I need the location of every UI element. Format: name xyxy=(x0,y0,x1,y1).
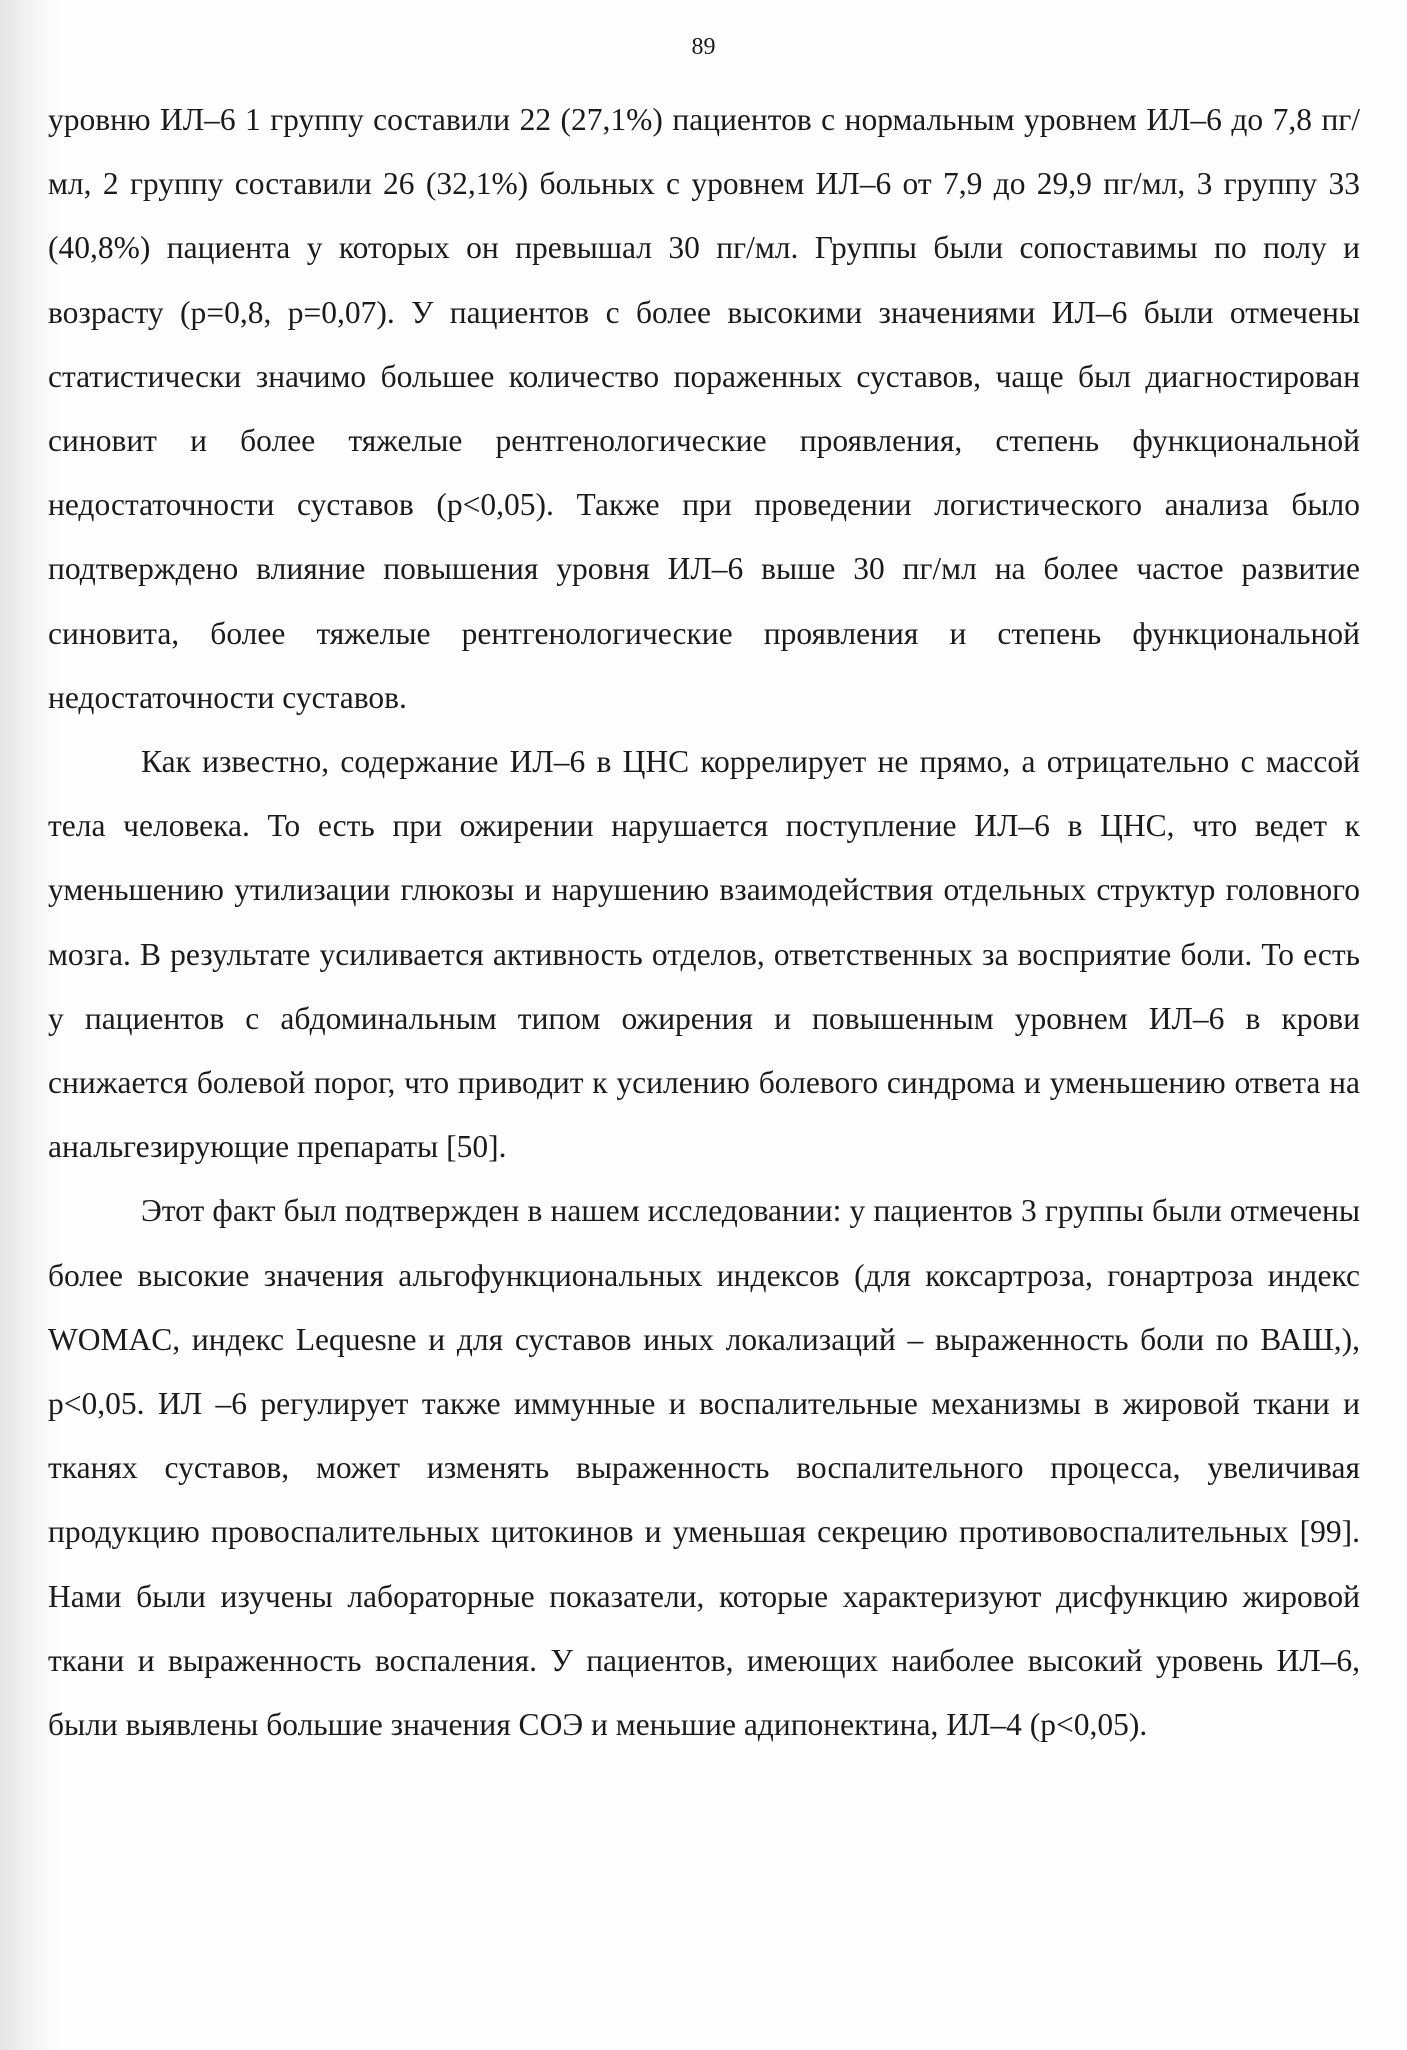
body-text xyxy=(48,88,1360,1757)
paragraph-3: Этот факт был подтвержден в нашем исследовании: у пациентов 3 группы были отмечены более высокие значения альгофункциональных индексов (для коксартроза, гонартроза индекс WOMAC, индекс Lequesne и для суставов иных локализаций – выраженность боли по ВАШ,), р<0,05. ИЛ –6 регулирует также иммунные и воспалительные механизмы в жировой ткани и тканях суставов, может изменять выраженность воспалительного процесса, увеличивая продукцию провоспалительных цитокинов и уменьшая секрецию противовоспалительных [99]. Нами были изучены лабораторные показатели, которые характеризуют дисфункцию жировой ткани и выраженность воспаления. У пациентов, имеющих наиболее высокий уровень ИЛ–6, были выявлены большие значения СОЭ и меньшие адипонектина, ИЛ–4 (p<0,05). xyxy=(48,1193,1360,1743)
page-number: 89 xyxy=(691,34,716,60)
paragraph-2: Как известно, содержание ИЛ–6 в ЦНС коррелирует не прямо, а отрицательно с массой тела человека. То есть при ожирении нарушается поступление ИЛ–6 в ЦНС, что ведет к уменьшению утилизации глюкозы и нарушению взаимодействия отдельных структур головного мозга. В результате усиливается активность отделов, ответственных за восприятие боли. То есть у пациентов с абдоминальным типом ожирения и повышенным уровнем ИЛ–6 в крови снижается болевой порог, что приводит к усилению болевого синдрома и уменьшению ответа на анальгезирующие препараты [50]. xyxy=(48,744,1360,1165)
paragraph-1: уровню ИЛ–6 1 группу составили 22 (27,1%) пациентов с нормальным уровнем ИЛ–6 до 7,8 пг/мл, 2 группу составили 26 (32,1%) больных с уровнем ИЛ–6 от 7,9 до 29,9 пг/мл, 3 группу 33 (40,8%) пациента у которых он превышал 30 пг/мл. Группы были сопоставимы по полу и возрасту (p=0,8, p=0,07). У пациентов с более высокими значениями ИЛ–6 были отмечены статистически значимо большее количество пораженных суставов, чаще был диагностирован синовит и более тяжелые рентгенологические проявления, степень функциональной недостаточности суставов (р<0,05). Также при проведении логистического анализа было подтверждено влияние повышения уровня ИЛ–6 выше 30 пг/мл на более частое развитие синовита, более тяжелые рентгенологические проявления и степень функциональной недостаточности суставов. xyxy=(48,102,1360,715)
